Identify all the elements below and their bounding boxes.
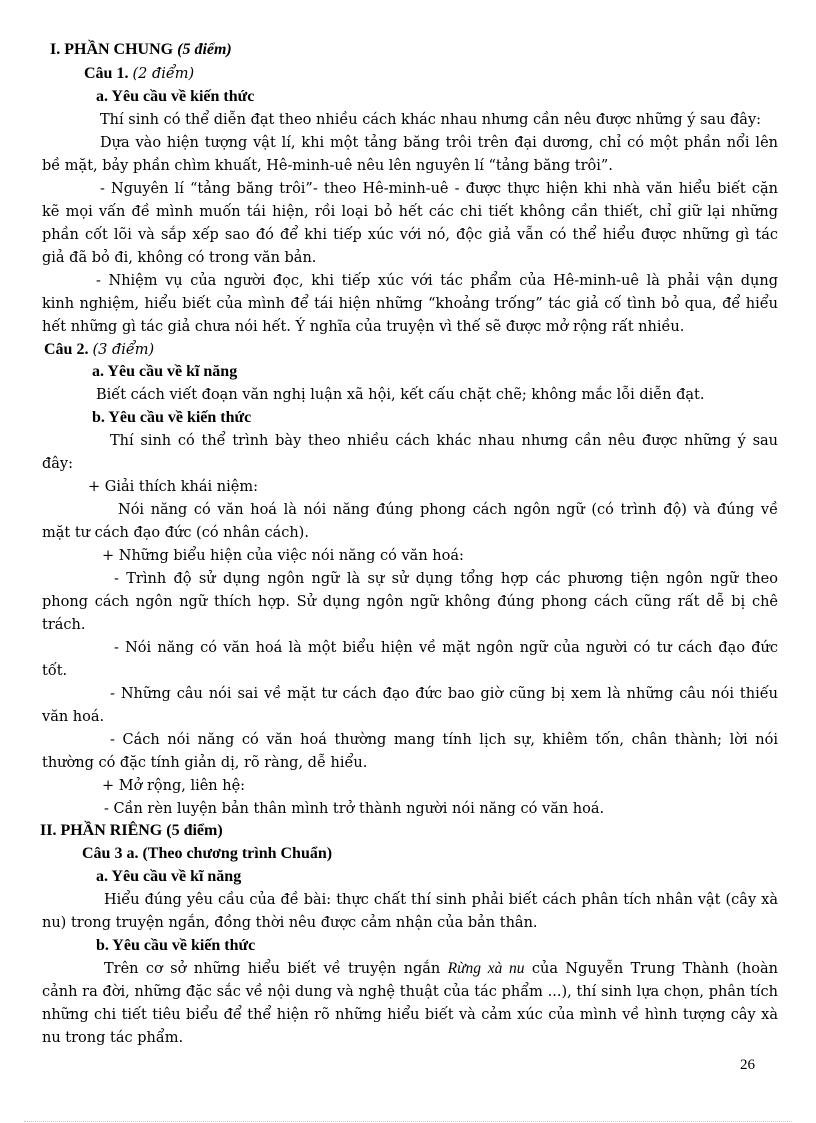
section-heading-2: II. PHẦN RIÊNG (5 điểm) xyxy=(40,822,223,839)
paragraph-line: kẽ mọi vấn đề mình muốn tái hiện, rồi loại bỏ hết các chi tiết không cần thiết, chỉ giữ lại những xyxy=(42,204,778,220)
question-points: (3 điểm) xyxy=(92,342,155,358)
subheading: b. Yêu cầu về kiến thức xyxy=(92,409,252,426)
question-2-heading xyxy=(44,340,816,360)
question-points: (2 điểm) xyxy=(132,66,195,82)
page-bottom-divider xyxy=(24,1121,792,1122)
paragraph-line: nu trong tác phẩm. xyxy=(42,1030,184,1046)
paragraph-line: cảnh ra đời, những đặc sắc về nội dung và nghệ thuật của tác phẩm ...), thí sinh lựa chọn, phân tích xyxy=(42,984,778,1000)
bullet-heading: + Những biểu hiện của việc nói năng có văn hoá: xyxy=(102,548,464,564)
paragraph-line: - Những câu nói sai về mặt tư cách đạo đức bao giờ cũng bị xem là những câu nói thiếu xyxy=(110,686,778,702)
text-run: của Nguyễn Trung Thành (hoàn xyxy=(524,961,778,977)
page-number: 26 xyxy=(740,1057,755,1073)
paragraph-line: - Cách nói năng có văn hoá thường mang tính lịch sự, khiêm tốn, chân thành; lời nói xyxy=(110,732,778,748)
paragraph-line: tốt. xyxy=(42,663,68,679)
paragraph-line: phong cách ngôn ngữ thích hợp. Sử dụng ngôn ngữ không đúng phong cách cũng rất dễ bị chê xyxy=(42,594,778,610)
paragraph-line: những chi tiết tiêu biểu để thể hiện rõ những hiểu biết và cảm xúc của mình về hình tượng cây xà xyxy=(42,1007,778,1023)
question-label: Câu 2. xyxy=(44,341,93,358)
subheading: b. Yêu cầu về kiến thức xyxy=(96,937,256,954)
paragraph-line: Hiểu đúng yêu cầu của đề bài: thực chất thí sinh phải biết cách phân tích nhân vật (cây xà xyxy=(104,892,778,908)
paragraph-line: Thí sinh có thể diễn đạt theo nhiều cách khác nhau nhưng cần nêu được những ý sau đây: xyxy=(100,112,762,128)
paragraph-line: Biết cách viết đoạn văn nghị luận xã hội, kết cấu chặt chẽ; không mắc lỗi diễn đạt. xyxy=(96,387,705,403)
bullet-heading: + Giải thích khái niệm: xyxy=(88,479,258,495)
question-label: Câu 1. xyxy=(84,65,133,82)
paragraph-line: - Nhiệm vụ của người đọc, khi tiếp xúc với tác phẩm của Hê-minh-uê là phải vận dụng xyxy=(96,273,778,289)
bullet-heading: + Mở rộng, liên hệ: xyxy=(102,778,246,794)
paragraph-line: - Cần rèn luyện bản thân mình trở thành người nói năng có văn hoá. xyxy=(104,801,605,817)
work-title: Rừng xà nu xyxy=(447,960,525,977)
question-1-heading xyxy=(84,64,816,84)
question-3-heading: Câu 3 a. (Theo chương trình Chuẩn) xyxy=(82,845,333,862)
paragraph-line: Nói năng có văn hoá là nói năng đúng phong cách ngôn ngữ (có trình độ) và đúng về xyxy=(118,502,778,518)
paragraph-line: - Nói năng có văn hoá là một biểu hiện về mặt ngôn ngữ của người có tư cách đạo đức xyxy=(114,640,778,656)
paragraph-line: đây: xyxy=(42,456,74,472)
heading-text: I. PHẦN CHUNG xyxy=(50,41,178,58)
text-run: Trên cơ sở những hiểu biết về truyện ngắn xyxy=(104,961,448,977)
paragraph-line: - Nguyên lí “tảng băng trôi”- theo Hê-minh-uê - được thực hiện khi nhà văn hiểu biết cặn xyxy=(100,181,778,197)
paragraph-line xyxy=(42,959,778,979)
paragraph-line: bề mặt, bảy phần chìm khuất, Hê-minh-uê nêu lên nguyên lí “tảng băng trôi”. xyxy=(42,158,613,174)
heading-points: (5 điểm) xyxy=(177,41,232,58)
subheading: a. Yêu cầu về kĩ năng xyxy=(96,868,242,885)
paragraph-line: giả đã bỏ đi, không có trong văn bản. xyxy=(42,250,317,266)
paragraph-line: mặt tư cách đạo đức (có nhân cách). xyxy=(42,525,309,541)
subheading: a. Yêu cầu về kiến thức xyxy=(96,88,255,105)
paragraph-line: - Trình độ sử dụng ngôn ngữ là sự sử dụng tổng hợp các phương tiện ngôn ngữ theo xyxy=(114,571,778,587)
paragraph-line: thường có đặc tính giản dị, rõ ràng, dễ hiểu. xyxy=(42,755,368,771)
paragraph-line: nu) trong truyện ngắn, đồng thời nêu được cảm nhận của bản thân. xyxy=(42,915,538,931)
paragraph-line: kinh nghiệm, hiểu biết của mình để tái hiện những “khoảng trống” tác giả cố tình bỏ qua, để hiểu xyxy=(42,296,778,312)
paragraph-line: phần cốt lõi và sắp xếp sao đó để khi tiếp xúc với nó, độc giả vẫn có thể hiểu được những gì tác xyxy=(42,227,778,243)
subheading: a. Yêu cầu về kĩ năng xyxy=(92,363,238,380)
section-heading-1 xyxy=(50,40,816,60)
paragraph-line: hết những gì tác giả chưa nói hết. Ý nghĩa của truyện vì thế sẽ được mở rộng rất nhiều. xyxy=(42,319,685,335)
paragraph-line: Thí sinh có thể trình bày theo nhiều cách khác nhau nhưng cần nêu được những ý sau xyxy=(110,433,778,449)
paragraph-line: Dựa vào hiện tượng vật lí, khi một tảng băng trôi trên đại dương, chỉ có một phần nổi lên xyxy=(100,135,778,151)
paragraph-line: trách. xyxy=(42,617,86,633)
paragraph-line: văn hoá. xyxy=(42,709,105,725)
